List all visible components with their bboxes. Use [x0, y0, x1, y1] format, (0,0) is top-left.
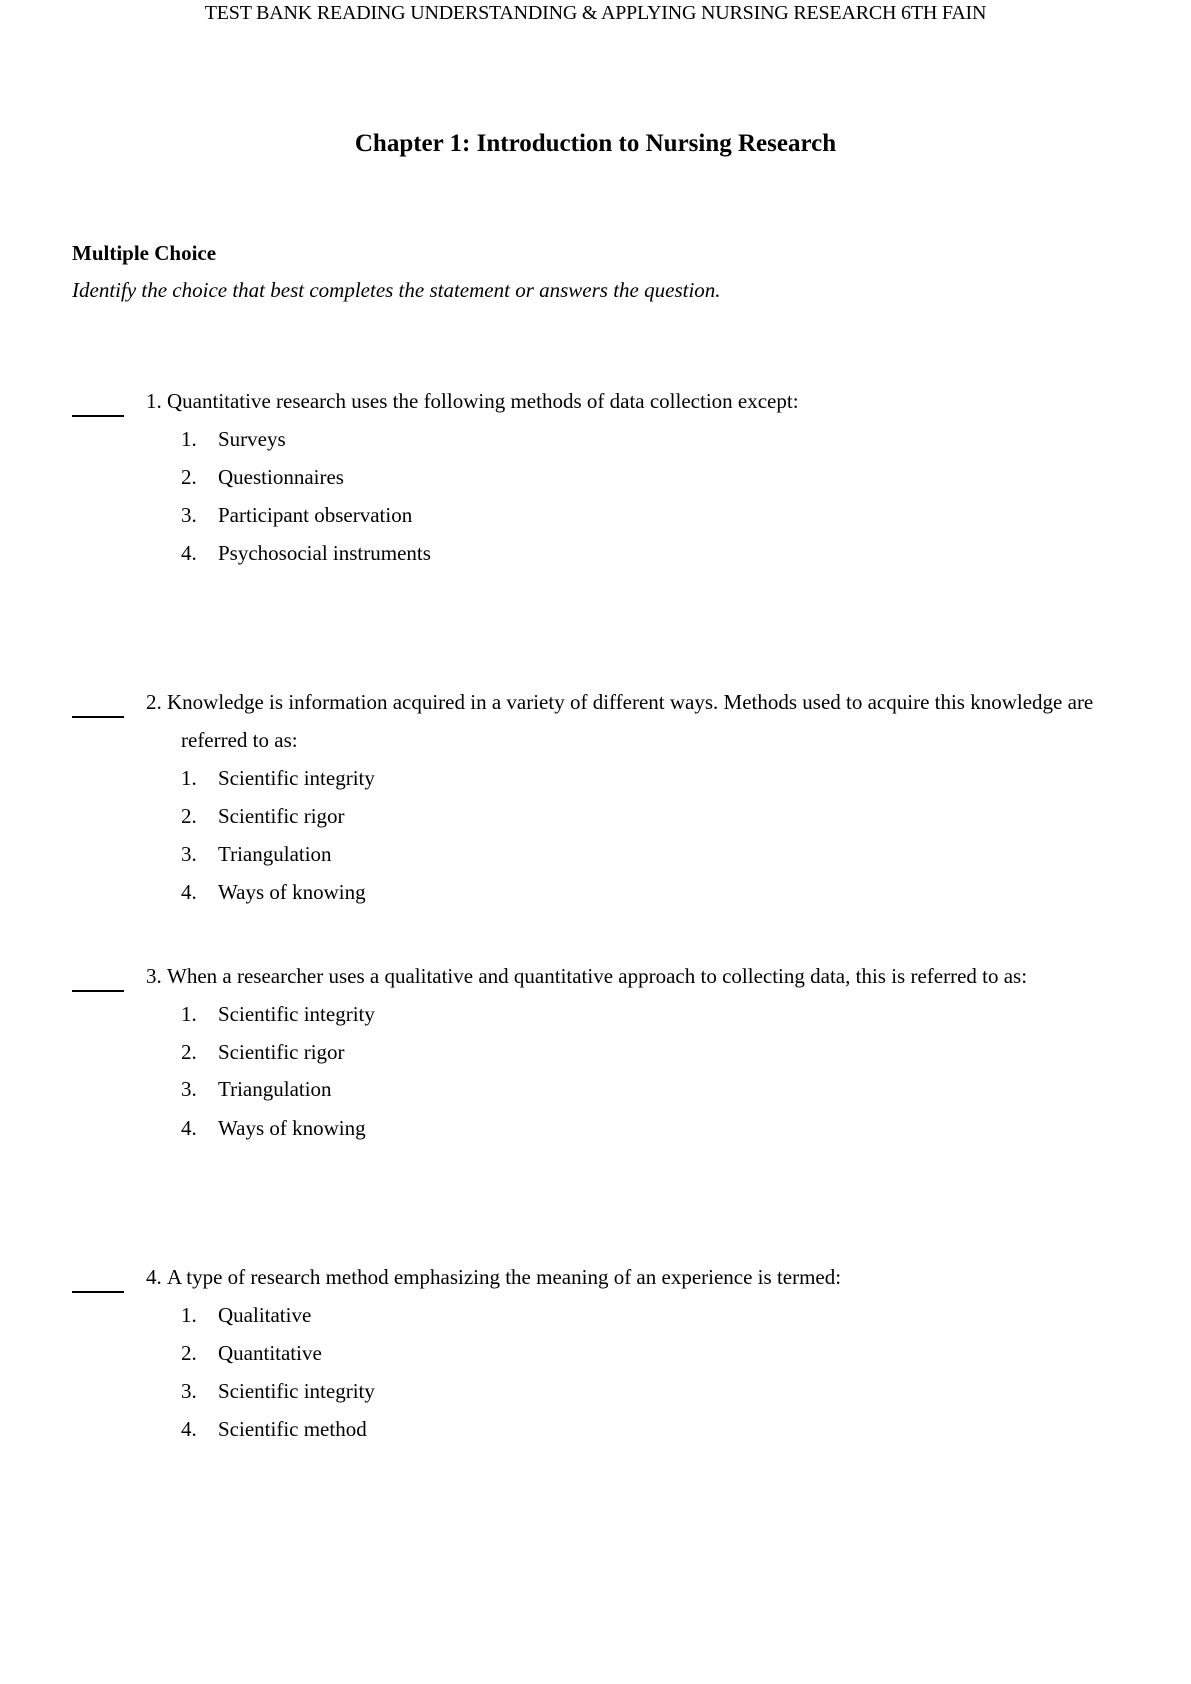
- question-text: Knowledge is information acquired in a variety of different ways. Methods used to acquire this knowledge are: [167, 690, 1094, 714]
- choice-text: Scientific rigor: [218, 804, 345, 828]
- choice-number: 2.: [181, 465, 197, 489]
- choice-number: 3.: [181, 503, 197, 527]
- choice-item: [181, 1303, 311, 1328]
- choice-text: Scientific integrity: [218, 766, 375, 790]
- choice-item: [181, 766, 375, 791]
- question-text: When a researcher uses a qualitative and quantitative approach to collecting data, this is referred to as:: [167, 964, 1028, 988]
- question-stem: [146, 690, 1093, 715]
- choice-number: 1.: [181, 1002, 197, 1026]
- choice-item: [181, 1341, 322, 1366]
- choice-text: Scientific integrity: [218, 1379, 375, 1403]
- choice-number: 2.: [181, 1341, 197, 1365]
- question-number: 1.: [146, 389, 162, 413]
- choice-number: 4.: [181, 880, 197, 904]
- choice-number: 4.: [181, 541, 197, 565]
- choice-item: [181, 1379, 375, 1404]
- choice-text: Triangulation: [218, 842, 332, 866]
- choice-text: Scientific rigor: [218, 1040, 345, 1064]
- choice-text: Quantitative: [218, 1341, 322, 1365]
- choice-number: 3.: [181, 1077, 197, 1101]
- choice-text: Participant observation: [218, 503, 413, 527]
- choice-item: [181, 1116, 366, 1141]
- choice-item: [181, 1417, 367, 1442]
- choice-text: Triangulation: [218, 1077, 332, 1101]
- choice-item: [181, 1040, 345, 1065]
- choice-text: Ways of knowing: [218, 1116, 366, 1140]
- question-number: 2.: [146, 690, 162, 714]
- choice-number: 1.: [181, 427, 197, 451]
- section-instructions: Identify the choice that best completes the statement or answers the question.: [72, 278, 721, 302]
- choice-number: 2.: [181, 804, 197, 828]
- choice-number: 1.: [181, 766, 197, 790]
- choice-item: [181, 880, 366, 905]
- choice-item: [181, 427, 286, 452]
- question-text: A type of research method emphasizing the meaning of an experience is termed:: [167, 1265, 842, 1289]
- question-number: 3.: [146, 964, 162, 988]
- question-text-continued: referred to as:: [181, 728, 298, 752]
- choice-text: Qualitative: [218, 1303, 312, 1327]
- choice-number: 1.: [181, 1303, 197, 1327]
- choice-text: Questionnaires: [218, 465, 344, 489]
- choice-text: Ways of knowing: [218, 880, 366, 904]
- choice-item: [181, 804, 345, 829]
- running-header: TEST BANK READING UNDERSTANDING & APPLYING NURSING RESEARCH 6TH FAIN: [204, 2, 987, 24]
- choice-text: Scientific integrity: [218, 1002, 375, 1026]
- question-stem: [146, 389, 799, 414]
- question-text: Quantitative research uses the following methods of data collection except:: [167, 389, 799, 413]
- choice-item: [181, 1002, 375, 1027]
- answer-blank[interactable]: [72, 415, 124, 417]
- choice-text: Scientific method: [218, 1417, 367, 1441]
- choice-item: [181, 465, 344, 490]
- choice-number: 3.: [181, 1379, 197, 1403]
- chapter-title: Chapter 1: Introduction to Nursing Research: [354, 130, 837, 157]
- section-heading: Multiple Choice: [72, 241, 217, 265]
- question-stem: [146, 1265, 841, 1290]
- choice-number: 2.: [181, 1040, 197, 1064]
- choice-text: Surveys: [218, 427, 286, 451]
- choice-number: 4.: [181, 1417, 197, 1441]
- choice-item: [181, 1077, 332, 1102]
- question-stem: [146, 964, 1027, 989]
- answer-blank[interactable]: [72, 716, 124, 718]
- answer-blank[interactable]: [72, 990, 124, 992]
- answer-blank[interactable]: [72, 1291, 124, 1293]
- choice-number: 3.: [181, 842, 197, 866]
- question-number: 4.: [146, 1265, 162, 1289]
- choice-item: [181, 842, 332, 867]
- choice-item: [181, 541, 431, 566]
- choice-text: Psychosocial instruments: [218, 541, 431, 565]
- choice-item: [181, 503, 412, 528]
- choice-number: 4.: [181, 1116, 197, 1140]
